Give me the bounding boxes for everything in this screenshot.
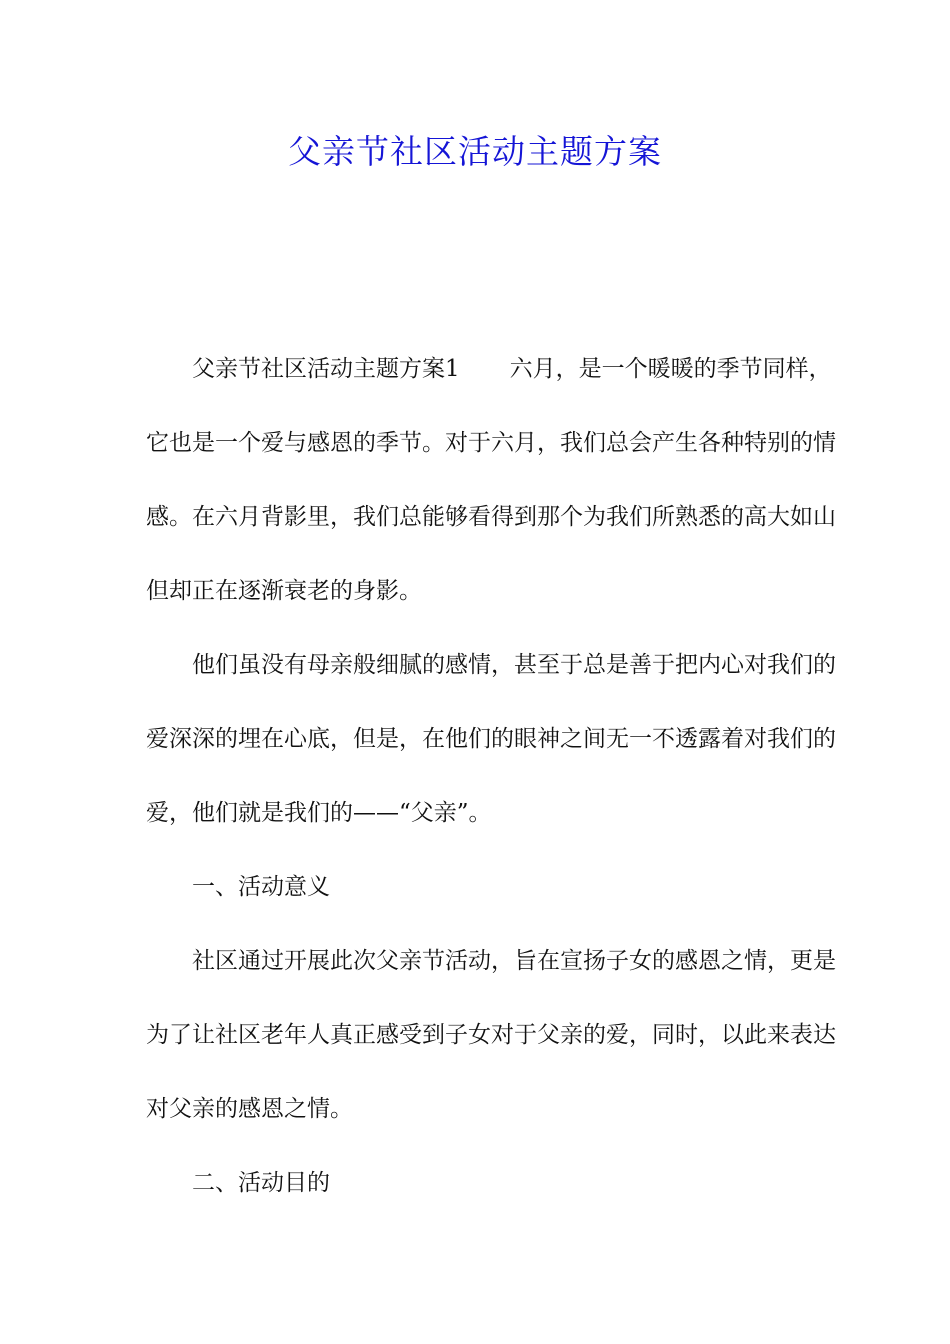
document-body bbox=[146, 332, 836, 1220]
paragraph-text: 六月，是一个暖暖的季节同样，它也是一个爱与感恩的季节。对于六月，我们总会产生各种特别的情感。在六月背影里，我们总能够看得到那个为我们所熟悉的高大如山但却正在逐渐衰老的身影。 bbox=[146, 356, 836, 604]
paragraph-lead: 父亲节社区活动主题方案1 bbox=[192, 356, 460, 382]
section-heading-purpose: 二、活动目的 bbox=[192, 1170, 330, 1196]
paragraph-father-love: 他们虽没有母亲般细腻的感情，甚至于总是善于把内心对我们的爱深深的埋在心底，但是，在他们的眼神之间无一不透露着对我们的爱，他们就是我们的——“父亲”。 bbox=[146, 652, 836, 826]
paragraph-intro bbox=[146, 332, 836, 628]
paragraph-significance: 社区通过开展此次父亲节活动，旨在宣扬子女的感恩之情，更是为了让社区老年人真正感受到子女对于父亲的爱，同时，以此来表达对父亲的感恩之情。 bbox=[146, 948, 836, 1122]
section-heading-significance: 一、活动意义 bbox=[192, 874, 330, 900]
document-title: 父亲节社区活动主题方案 bbox=[288, 132, 662, 171]
